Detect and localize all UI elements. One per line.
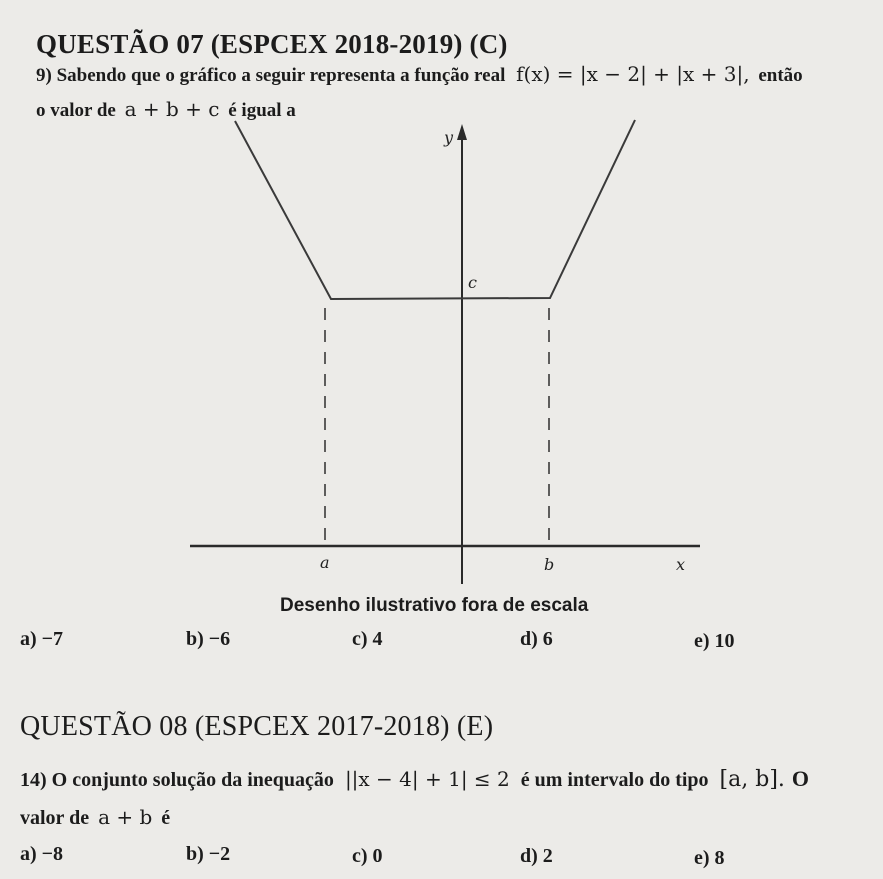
q8-line2-lead: valor de	[20, 807, 90, 829]
q7-graph-caption: Desenho ilustrativo fora de escala	[280, 595, 589, 616]
x-axis-label: x	[676, 555, 686, 574]
q7-line2-tail: é igual a	[228, 100, 296, 121]
q8-sum-expression: a + b	[98, 805, 153, 829]
q8-inequality: ||x − 4| + 1| ≤ 2	[344, 767, 510, 791]
q8-stem-mid: é um intervalo do tipo	[520, 769, 709, 791]
q7-heading: QUESTÃO 07 (ESPCEX 2018-2019) (C)	[36, 29, 508, 59]
a-label: a	[320, 553, 330, 572]
b-label: b	[544, 555, 555, 574]
q7-option-a[interactable]: a) −7	[20, 628, 64, 650]
q8-option-d[interactable]: d) 2	[520, 845, 553, 867]
q7-option-d[interactable]: d) 6	[520, 628, 553, 650]
q7-option-e[interactable]: e) 10	[694, 630, 735, 652]
q7-stem-tail: então	[758, 65, 803, 86]
q8-stem-lead: 14) O conjunto solução da inequação	[20, 769, 334, 791]
q7-sum-expression: a + b + c	[124, 97, 220, 121]
y-axis-label: y	[444, 128, 454, 147]
q7-option-b[interactable]: b) −6	[186, 628, 231, 650]
q7-function-expression: f(x) = |x − 2| + |x + 3|,	[516, 62, 750, 86]
q8-line2-tail: é	[161, 807, 171, 829]
c-label: c	[468, 273, 477, 292]
q8-option-c[interactable]: c) 0	[352, 845, 383, 867]
q7-stem-lead: 9) Sabendo que o gráfico a seguir representa a função real	[36, 65, 506, 86]
q8-stem-line1	[20, 766, 809, 792]
q8-interval: [a, b].	[719, 767, 785, 792]
q8-option-a[interactable]: a) −8	[20, 843, 64, 865]
q7-line2-lead: o valor de	[36, 100, 116, 121]
function-curve	[235, 120, 635, 299]
q8-stem-tail: O	[791, 766, 810, 791]
y-axis-arrow	[457, 124, 467, 140]
q8-option-b[interactable]: b) −2	[186, 843, 231, 865]
q8-stem-line2	[20, 805, 170, 830]
q8-option-e[interactable]: e) 8	[694, 847, 725, 869]
q8-heading: QUESTÃO 08 (ESPCEX 2017-2018) (E)	[20, 711, 494, 742]
q7-option-c[interactable]: c) 4	[352, 628, 383, 650]
